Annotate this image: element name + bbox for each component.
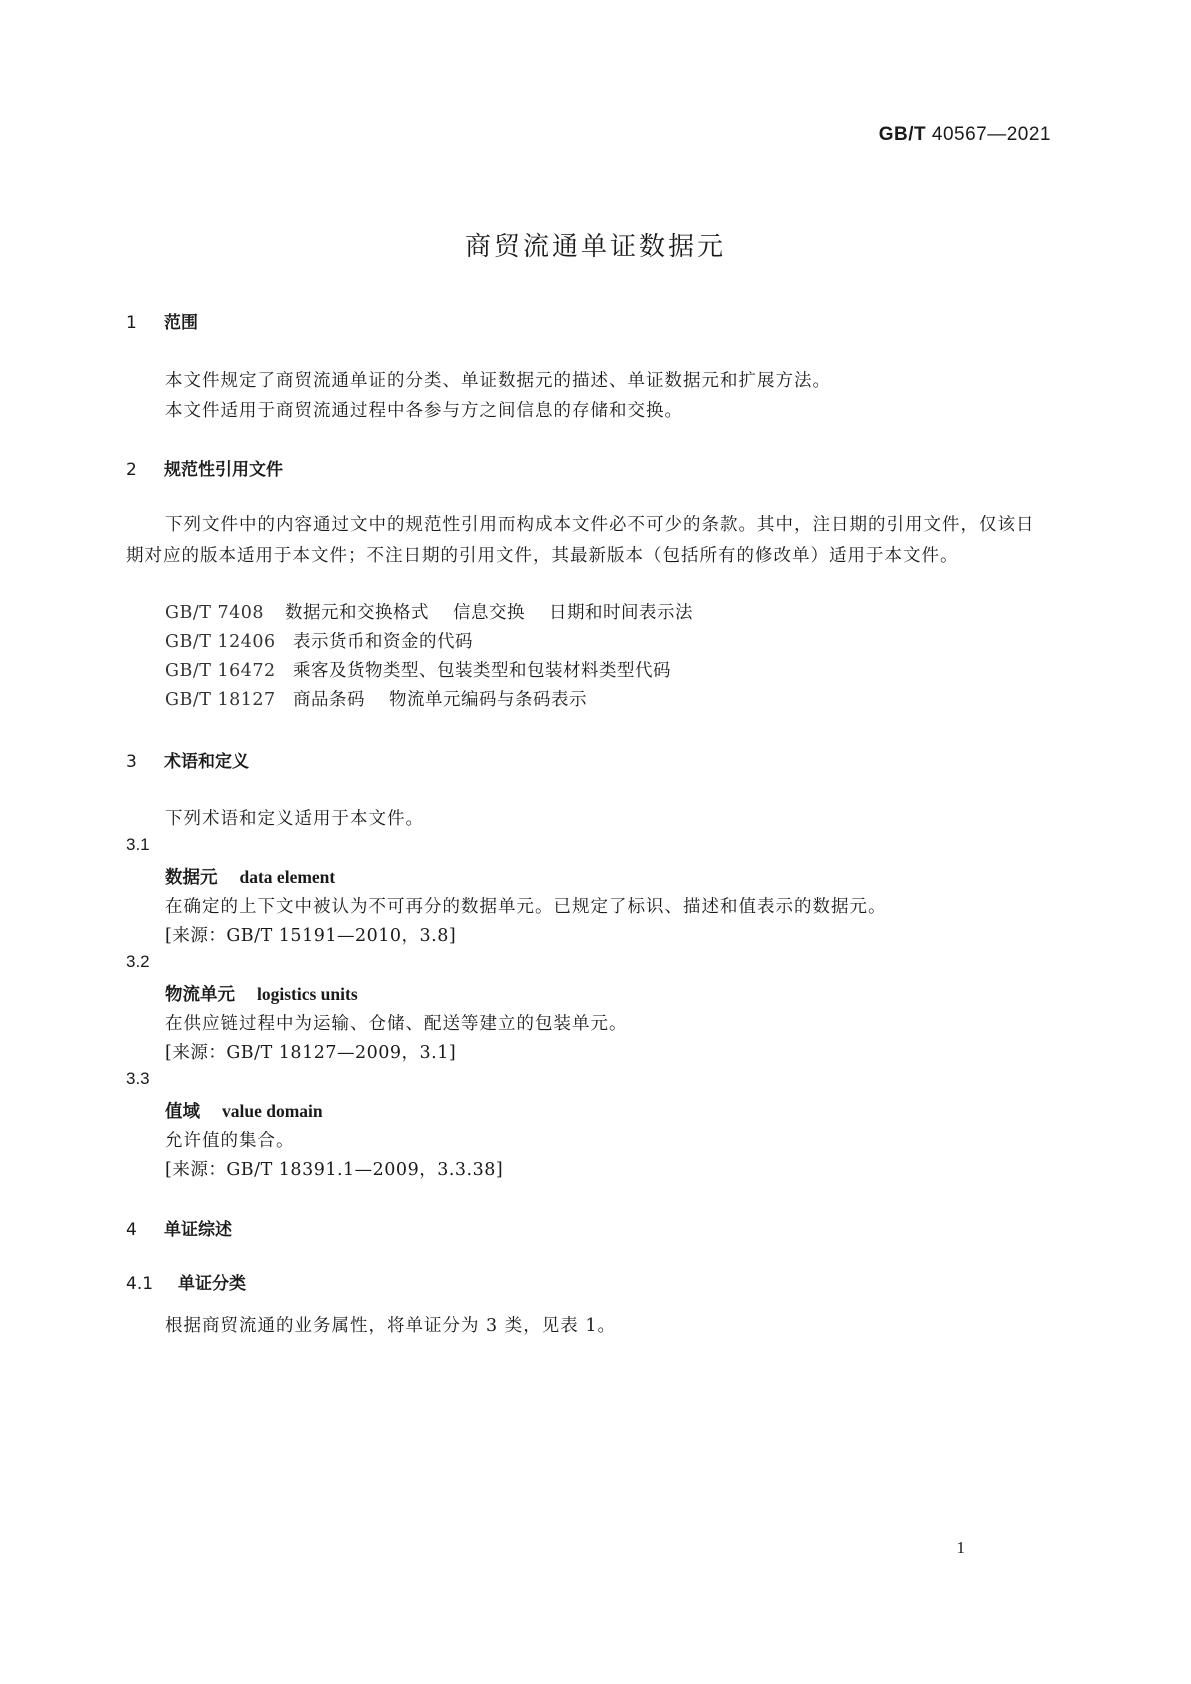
- reference-code: GB/T 18127: [165, 690, 276, 710]
- section-title: 单证分类: [178, 1274, 246, 1294]
- reference-title-part: 表示货币和资金的代码: [293, 632, 473, 652]
- term-en: data element: [239, 867, 336, 887]
- term-zh: 值域: [165, 1102, 200, 1122]
- term-definition: 允许值的集合。: [165, 1131, 295, 1151]
- normative-reference: [165, 628, 473, 653]
- section-number: 3: [126, 752, 137, 772]
- reference-title-part: 数据元和交换格式: [285, 603, 429, 623]
- reference-code: GB/T 12406: [165, 632, 276, 652]
- term-number: 3.3: [126, 1069, 150, 1088]
- standard-number: [879, 124, 1051, 146]
- section-number: 4: [126, 1220, 137, 1240]
- normative-reference: [165, 686, 587, 711]
- term-source: [来源：GB/T 18391.1—2009，3.3.38]: [165, 1160, 504, 1180]
- reference-title-part: 日期和时间表示法: [549, 603, 693, 623]
- section-title: 范围: [164, 313, 198, 333]
- section-3-heading: [126, 747, 249, 772]
- term-heading: [165, 981, 358, 1006]
- term-source: [来源：GB/T 18127—2009，3.1]: [165, 1043, 457, 1063]
- term-heading: [165, 864, 335, 889]
- section-number: 1: [126, 313, 137, 333]
- normative-reference: [165, 657, 671, 682]
- term-en: value domain: [222, 1101, 323, 1121]
- term-zh: 数据元: [165, 868, 218, 888]
- term-number: 3.1: [126, 835, 150, 854]
- section-1-heading: [126, 308, 198, 333]
- reference-code: GB/T 16472: [165, 661, 276, 681]
- paragraph: 根据商贸流通的业务属性，将单证分为 3 类，见表 1。: [165, 1316, 616, 1336]
- term-number: 3.2: [126, 952, 150, 971]
- reference-title-part: 物流单元编码与条码表示: [389, 690, 587, 710]
- term-definition: 在供应链过程中为运输、仓储、配送等建立的包装单元。: [165, 1014, 628, 1034]
- standard-prefix: GB/T: [878, 124, 927, 145]
- section-title: 单证综述: [164, 1220, 232, 1240]
- page-number: 1: [956, 1538, 965, 1557]
- term-zh: 物流单元: [165, 985, 235, 1005]
- reference-title-part: 商品条码: [293, 690, 365, 710]
- paragraph: 本文件适用于商贸流通过程中各参与方之间信息的存储和交换。: [165, 401, 683, 421]
- reference-title-part: 信息交换: [453, 603, 525, 623]
- section-number: 4.1: [126, 1274, 154, 1294]
- paragraph: 本文件规定了商贸流通单证的分类、单证数据元的描述、单证数据元和扩展方法。: [165, 371, 831, 391]
- section-number: 2: [126, 460, 137, 480]
- normative-reference: [165, 599, 693, 624]
- section-title: 规范性引用文件: [164, 460, 283, 480]
- paragraph: 下列术语和定义适用于本文件。: [165, 809, 424, 829]
- term-heading: [165, 1098, 323, 1123]
- subsection-4-1-heading: [126, 1269, 246, 1294]
- reference-code: GB/T 7408: [165, 603, 265, 623]
- term-en: logistics units: [257, 984, 358, 1004]
- section-4-heading: [126, 1215, 232, 1240]
- document-title: 商贸流通单证数据元: [464, 232, 726, 262]
- section-title: 术语和定义: [164, 752, 249, 772]
- paragraph: 下列文件中的内容通过文中的规范性引用而构成本文件必不可少的条款。其中，注日期的引用文件，仅该日期对应的版本适用于本文件；不注日期的引用文件，其最新版本（包括所有的修改单）适用于本文件。: [126, 515, 1035, 566]
- standard-no: 40567—2021: [931, 124, 1051, 145]
- section-2-heading: [126, 455, 283, 480]
- term-source: [来源：GB/T 15191—2010，3.8]: [165, 926, 457, 946]
- reference-title-part: 乘客及货物类型、包装类型和包装材料类型代码: [293, 661, 671, 681]
- term-definition: 在确定的上下文中被认为不可再分的数据单元。已规定了标识、描述和值表示的数据元。: [165, 897, 887, 917]
